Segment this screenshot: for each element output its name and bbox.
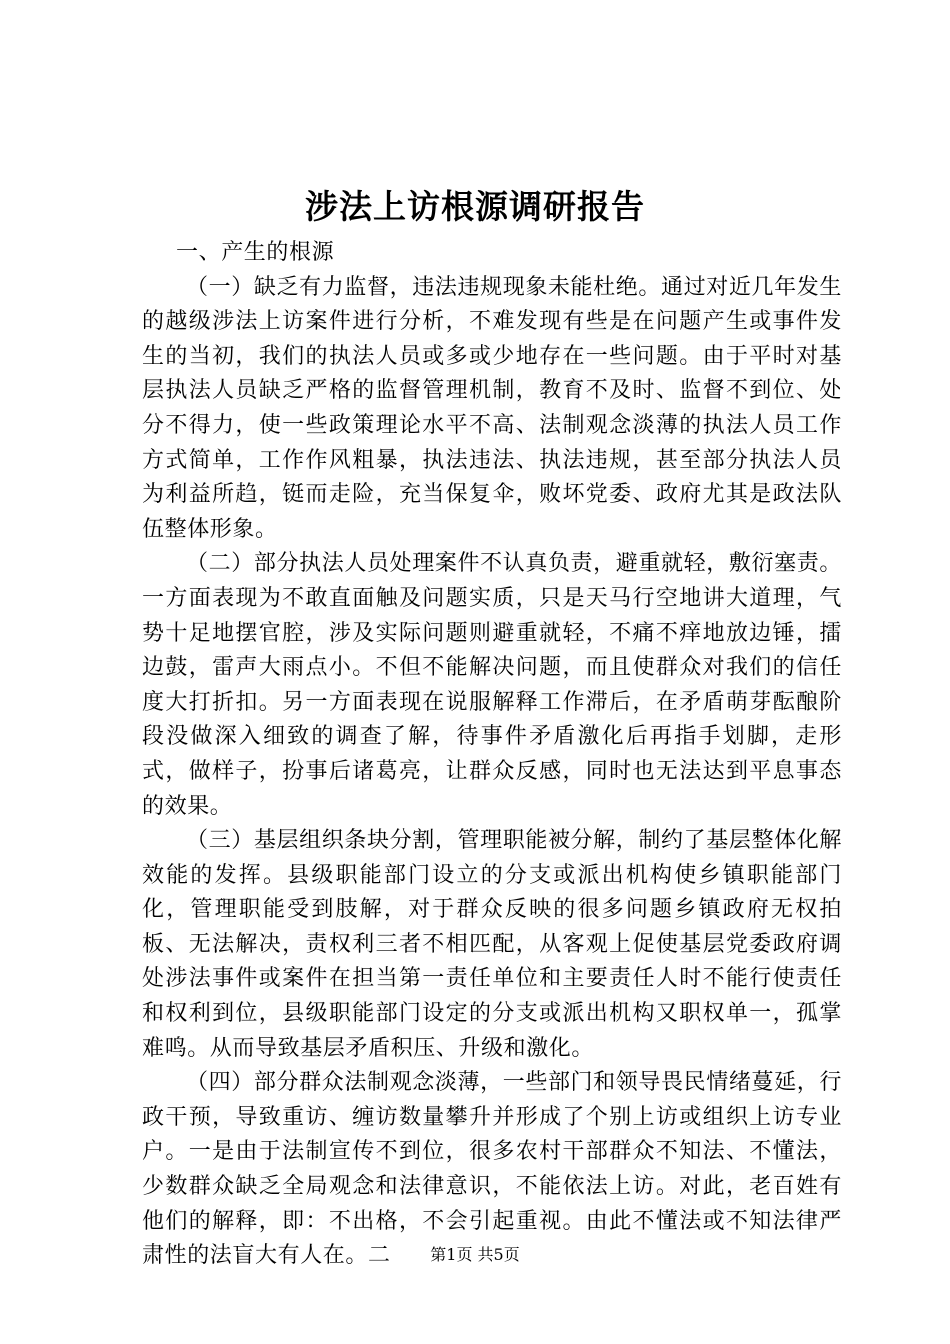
paragraph-3: （三）基层组织条块分割，管理职能被分解，制约了基层整体化解效能的发挥。县级职能部门设立的分支或派出机构使乡镇职能部门化，管理职能受到肢解，对于群众反映的很多问题乡镇政府无权拍板、无法解决，责权利三者不相匹配，从客观上促使基层党委政府调处涉法事件或案件在担当第一责任单位和主要责任人时不能行使责任和权利到位，县级职能部门设定的分支或派出机构又职权单一，孤掌难鸣。从而导致基层矛盾积压、升级和激化。 xyxy=(142,828,842,1061)
paragraph-2: （二）部分执法人员处理案件不认真负责，避重就轻，敷衍塞责。一方面表现为不敢直面触及问题实质，只是天马行空地讲大道理，气势十足地摆官腔，涉及实际问题则避重就轻，不痛不痒地放边锤，擂边鼓，雷声大雨点小。不但不能解决问题，而且使群众对我们的信任度大打折扣。另一方面表现在说服解释工作滞后，在矛盾萌芽酝酿阶段没做深入细致的调查了解，待事件矛盾激化后再指手划脚，走形式，做样子，扮事后诸葛亮，让群众反感，同时也无法达到平息事态的效果。 xyxy=(142,551,842,819)
document-title: 涉法上访根源调研报告 xyxy=(305,187,645,226)
page-indicator: 第1页 共5页 xyxy=(430,1245,520,1264)
paragraph-1: （一）缺乏有力监督，违法违规现象未能杜绝。通过对近几年发生的越级涉法上访案件进行分析，不难发现有些是在问题产生或事件发生的当初，我们的执法人员或多或少地存在一些问题。由于平时对基层执法人员缺乏严格的监督管理机制，教育不及时、监督不到位、处分不得力，使一些政策理论水平不高、法制观念淡薄的执法人员工作方式简单，工作作风粗暴，执法违法、执法违规，甚至部分执法人员为利益所趋，铤而走险，充当保复伞，败坏党委、政府尤其是政法队伍整体形象。 xyxy=(142,274,842,542)
page-footer xyxy=(0,1243,950,1267)
document-body xyxy=(142,236,842,1274)
section-heading: 一、产生的根源 xyxy=(176,240,335,265)
paragraph-4: （四）部分群众法制观念淡薄，一些部门和领导畏民情绪蔓延，行政干预，导致重访、缠访数量攀升并形成了个别上访或组织上访专业户。一是由于法制宣传不到位，很多农村干部群众不知法、不懂法，少数群众缺乏全局观念和法律意识，不能依法上访。对此，老百姓有他们的解释，即：不出格，不会引起重视。由此不懂法或不知法律严肃性的法盲大有人在。二 xyxy=(142,1070,842,1269)
